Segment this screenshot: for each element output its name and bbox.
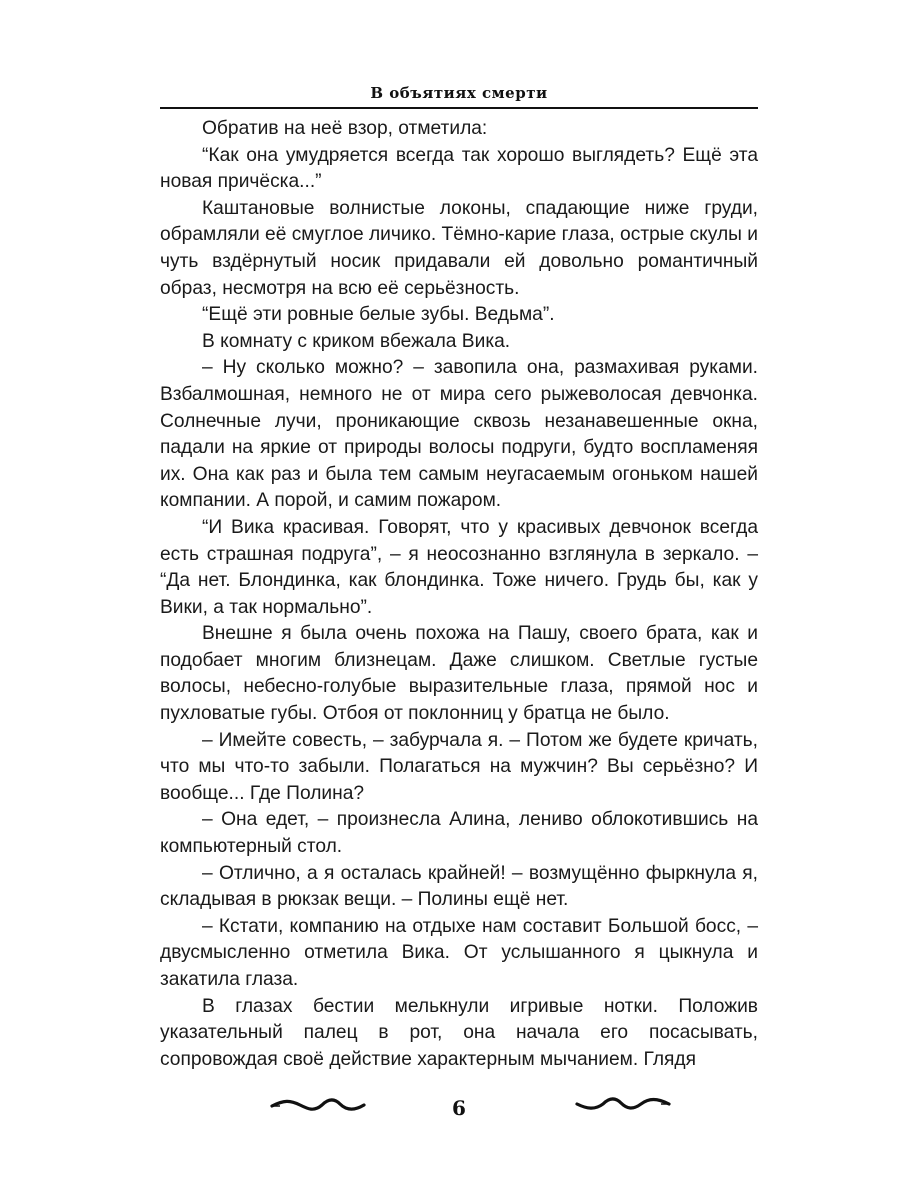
page-text bbox=[160, 116, 758, 1073]
paragraph: Внешне я была очень похожа на Пашу, своего брата, как и подобает многим близнецам. Даже слишком. Светлые густые волосы, небесно-голубые выразительные глаза, прямой нос и пухловатые губы. Отбоя от поклонниц у братца не было. bbox=[160, 623, 758, 725]
paragraph: – Ну сколько можно? – завопила она, размахивая руками. Взбалмошная, немного не от мира сего рыжеволосая девчонка. Солнечные лучи, проникающие сквозь незанавешенные окна, падали на яркие от природы волосы подруги, будто воспламеняя их. Она как раз и была тем самым неугасаемым огоньком нашей компании. А порой, и самим пожаром. bbox=[160, 357, 758, 512]
paragraph: В комнату с криком вбежала Вика. bbox=[202, 330, 511, 352]
book-title: В объятиях смерти bbox=[370, 84, 548, 102]
paragraph: В глазах бестии мелькнули игривые нотки. Положив указательный палец в рот, она начала его посасывать, сопровождая своё действие характерным мычанием. Глядя bbox=[160, 995, 758, 1070]
paragraph: “Ещё эти ровные белые зубы. Ведьма”. bbox=[202, 304, 555, 326]
paragraph: “И Вика красивая. Говорят, что у красивых девчонок всегда есть страшная подруга”, – я неосознанно взглянула в зеркало. – “Да нет. Блондинка, как блондинка. Тоже ничего. Грудь бы, как у Вики, а так нормально”. bbox=[160, 516, 758, 618]
paragraph: Каштановые волнистые локоны, спадающие ниже груди, обрамляли её смуглое личико. Тёмно-карие глаза, острые скулы и чуть вздёрнутый носик придавали ей довольно романтичный образ, несмотря на всю её серьёзность. bbox=[160, 197, 758, 299]
paragraph: – Отлично, а я осталась крайней! – возмущённо фыркнула я, складывая в рюкзак вещи. – Полины ещё нет. bbox=[160, 862, 758, 911]
running-header bbox=[160, 82, 758, 108]
paragraph: – Она едет, – произнесла Алина, лениво облокотившись на компьютерный стол. bbox=[160, 809, 758, 858]
swirl-ornament-icon bbox=[575, 1092, 671, 1116]
paragraph: “Как она умудряется всегда так хорошо выглядеть? Ещё эта новая причёска...” bbox=[160, 144, 758, 193]
header-divider bbox=[160, 107, 758, 109]
paragraph: Обратив на неё взор, отметила: bbox=[202, 118, 488, 139]
paragraph: – Имейте совесть, – забурчала я. – Потом же будете кричать, что мы что-то забыли. Полагаться на мужчин? Вы серьёзно? И вообще... Где Полина? bbox=[160, 729, 758, 804]
paragraph: – Кстати, компанию на отдыхе нам составит Большой босс, – двусмысленно отметила Вика. От услышанного я цыкнула и закатила глаза. bbox=[160, 915, 758, 990]
page-number: 6 bbox=[452, 1096, 466, 1120]
page-footer bbox=[160, 1088, 758, 1128]
